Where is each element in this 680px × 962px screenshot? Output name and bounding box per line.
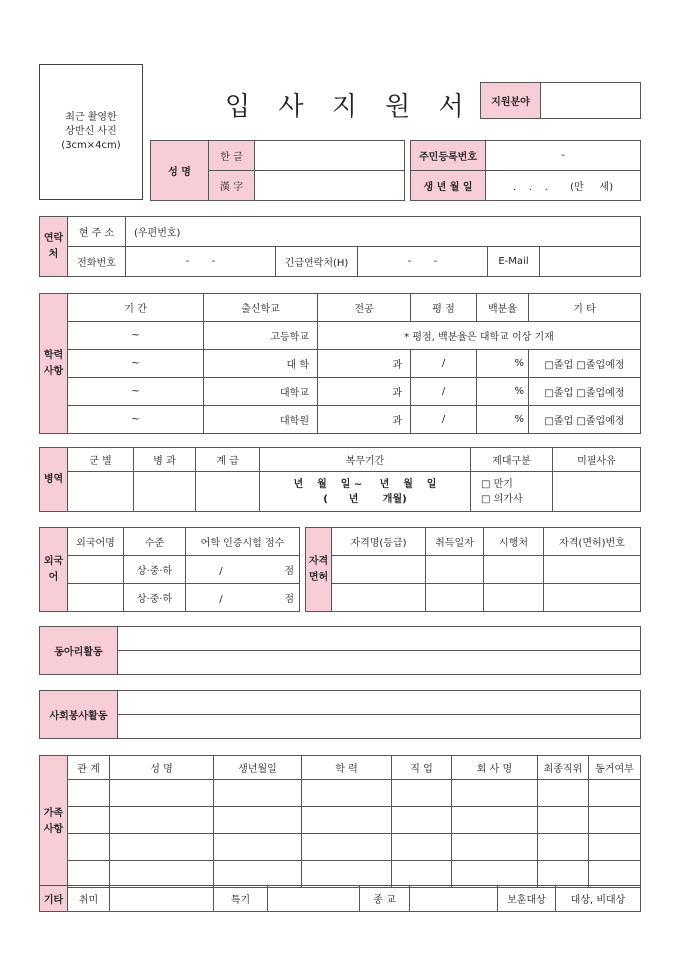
edu-gpa[interactable]: /: [411, 378, 477, 406]
fam-header-name: 성 명: [110, 756, 214, 780]
lic-header-number: 자격(면허)번호: [544, 528, 641, 556]
edu-gpa[interactable]: /: [411, 350, 477, 378]
lic-date-input[interactable]: [426, 584, 484, 612]
fam-cell[interactable]: [538, 834, 589, 861]
edu-status[interactable]: □졸업 □졸업예정: [529, 378, 641, 406]
phone-input[interactable]: - -: [126, 247, 276, 277]
lic-number-input[interactable]: [544, 584, 641, 612]
mil-branch-input[interactable]: [68, 472, 134, 512]
mil-specialty-input[interactable]: [134, 472, 196, 512]
emergency-input[interactable]: - -: [358, 247, 488, 277]
fam-cell[interactable]: [68, 834, 110, 861]
name-label: 성 명: [151, 141, 209, 201]
table-row: [40, 834, 641, 861]
fam-header-birth: 생년월일: [214, 756, 302, 780]
table-row: [40, 807, 641, 834]
fam-cell[interactable]: [68, 861, 110, 888]
name-table: [150, 140, 405, 201]
highschool-school[interactable]: 고등학교: [204, 322, 318, 350]
fam-cell[interactable]: [538, 807, 589, 834]
mil-period-input[interactable]: [260, 472, 471, 512]
license-section-label: 자격면허: [306, 528, 332, 612]
edu-header-school: 출신학교: [204, 294, 318, 322]
fam-cell[interactable]: [589, 861, 641, 888]
religion-label: 종 교: [360, 886, 410, 912]
table-row: [40, 584, 300, 612]
fam-cell[interactable]: [68, 807, 110, 834]
family-table: [39, 755, 641, 888]
fam-header-education: 학 력: [302, 756, 392, 780]
edu-major[interactable]: 과: [318, 378, 411, 406]
lic-date-input[interactable]: [426, 556, 484, 584]
lang-header-score: 어학 인증시험 점수: [186, 528, 300, 556]
fam-cell[interactable]: [302, 807, 392, 834]
lang-header-name: 외국어명: [68, 528, 124, 556]
mil-exempt-input[interactable]: [553, 472, 641, 512]
fam-cell[interactable]: [214, 861, 302, 888]
fam-cell[interactable]: [302, 780, 392, 807]
fam-cell[interactable]: [302, 834, 392, 861]
edu-school[interactable]: 대학원: [204, 406, 318, 434]
emergency-label: 긴급연락처(H): [276, 247, 358, 277]
fam-cell[interactable]: [302, 861, 392, 888]
apply-field-table: [480, 82, 641, 119]
photo-caption-3: (3cm×4cm): [61, 140, 121, 151]
fam-cell[interactable]: [214, 834, 302, 861]
lic-issuer-input[interactable]: [484, 584, 544, 612]
fam-header-position: 최종직위: [538, 756, 589, 780]
mil-header-exempt: 미필사유: [553, 448, 641, 472]
photo-caption-2: 상반신 사진: [65, 126, 117, 137]
fam-cell[interactable]: [392, 807, 452, 834]
hanja-name-input[interactable]: [255, 171, 405, 201]
discharge-full-checkbox[interactable]: □ 만기: [481, 478, 513, 490]
edu-percent[interactable]: %: [477, 378, 529, 406]
fam-cell[interactable]: [392, 861, 452, 888]
veteran-label: 보훈대상: [498, 886, 556, 912]
table-row: [40, 350, 641, 378]
fam-cell[interactable]: [452, 861, 538, 888]
edu-header-percent: 백분율: [477, 294, 529, 322]
fam-cell[interactable]: [589, 834, 641, 861]
photo-caption-1: 최근 촬영한: [65, 112, 117, 123]
edu-gpa[interactable]: /: [411, 406, 477, 434]
lang-score-unit: 점: [284, 594, 295, 605]
fam-header-job: 직 업: [392, 756, 452, 780]
fam-cell[interactable]: [452, 834, 538, 861]
fam-cell[interactable]: [214, 807, 302, 834]
edu-header-gpa: 평 점: [411, 294, 477, 322]
email-input[interactable]: [540, 247, 641, 277]
hangul-label: 한 글: [209, 141, 255, 171]
talent-input[interactable]: [268, 886, 360, 912]
fam-cell[interactable]: [452, 780, 538, 807]
volunteer-input-1[interactable]: [118, 691, 641, 715]
discharge-hardship-checkbox[interactable]: □ 의가사: [481, 493, 523, 505]
language-section-label: 외국어: [40, 528, 68, 612]
etc-section-label: 기타: [40, 886, 68, 912]
table-row: [306, 556, 641, 584]
id-birth-table: [410, 140, 641, 201]
edu-status[interactable]: □졸업 □졸업예정: [529, 406, 641, 434]
edu-header-period: 기 간: [68, 294, 204, 322]
lang-name-input[interactable]: [68, 556, 124, 584]
fam-cell[interactable]: [110, 861, 214, 888]
lic-number-input[interactable]: [544, 556, 641, 584]
mil-header-branch: 군 별: [68, 448, 134, 472]
religion-input[interactable]: [410, 886, 498, 912]
edu-period[interactable]: ~: [68, 350, 204, 378]
language-table: [39, 527, 300, 612]
edu-school[interactable]: 대 학: [204, 350, 318, 378]
mil-header-specialty: 병 과: [134, 448, 196, 472]
lang-score-input[interactable]: [186, 556, 300, 584]
education-table: [39, 293, 641, 434]
fam-cell[interactable]: [110, 807, 214, 834]
lang-score-input[interactable]: [186, 584, 300, 612]
mil-discharge-input[interactable]: [471, 472, 553, 512]
fam-cell[interactable]: [214, 780, 302, 807]
edu-status[interactable]: □졸업 □졸업예정: [529, 350, 641, 378]
mil-rank-input[interactable]: [196, 472, 260, 512]
contact-table: [39, 216, 641, 277]
fam-cell[interactable]: [538, 780, 589, 807]
birth-date-label: 생 년 월 일: [411, 171, 486, 201]
edu-percent[interactable]: %: [477, 406, 529, 434]
edu-percent[interactable]: %: [477, 350, 529, 378]
fam-cell[interactable]: [452, 807, 538, 834]
fam-header-company: 회 사 명: [452, 756, 538, 780]
lic-header-date: 취득일자: [426, 528, 484, 556]
lang-header-level: 수준: [124, 528, 186, 556]
hangul-name-input[interactable]: [255, 141, 405, 171]
apply-field-label: 지원분야: [481, 83, 541, 119]
fam-cell[interactable]: [589, 807, 641, 834]
email-label: E-Mail: [488, 247, 540, 277]
club-input-1[interactable]: [118, 627, 641, 651]
veteran-input[interactable]: 대상, 비대상: [556, 886, 641, 912]
volunteer-label: 사회봉사활동: [40, 691, 118, 739]
address-input[interactable]: (우편번호): [126, 217, 641, 247]
talent-label: 특기: [214, 886, 268, 912]
club-table: [39, 626, 641, 675]
lang-score-slash: /: [219, 566, 223, 577]
table-row: [40, 780, 641, 807]
lang-level[interactable]: 상·중·하: [124, 556, 186, 584]
phone-label: 전화번호: [68, 247, 126, 277]
lic-issuer-input[interactable]: [484, 556, 544, 584]
resident-number-label: 주민등록번호: [411, 141, 486, 171]
volunteer-input-2[interactable]: [118, 715, 641, 739]
education-section-label: 학력사항: [40, 294, 68, 434]
table-row: [40, 861, 641, 888]
lang-score-unit: 점: [284, 566, 295, 577]
lang-score-slash: /: [219, 594, 223, 605]
edu-header-major: 전공: [318, 294, 411, 322]
edu-period[interactable]: ~: [68, 406, 204, 434]
fam-header-cohabit: 동거여부: [589, 756, 641, 780]
license-table: [305, 527, 641, 612]
hobby-input[interactable]: [110, 886, 214, 912]
fam-cell[interactable]: [392, 834, 452, 861]
fam-cell[interactable]: [110, 780, 214, 807]
lang-level[interactable]: 상·중·하: [124, 584, 186, 612]
fam-header-relation: 관 계: [68, 756, 110, 780]
birth-date-input[interactable]: . . . (만 세): [486, 171, 641, 201]
lic-name-input[interactable]: [332, 556, 426, 584]
lang-name-input[interactable]: [68, 584, 124, 612]
table-row: [306, 584, 641, 612]
fam-cell[interactable]: [68, 780, 110, 807]
club-input-2[interactable]: [118, 651, 641, 675]
fam-cell[interactable]: [392, 780, 452, 807]
table-row: [40, 378, 641, 406]
fam-cell[interactable]: [110, 834, 214, 861]
page-title: 입 사 지 원 서: [225, 92, 474, 122]
mil-period-line1: 년 월 일 ~ 년 월 일: [293, 478, 437, 490]
mil-period-line2: ( 년 개월): [323, 493, 407, 505]
hanja-label: 漢 字: [209, 171, 255, 201]
table-row: [40, 406, 641, 434]
family-section-label: 가족사항: [40, 756, 68, 888]
fam-cell[interactable]: [538, 861, 589, 888]
highschool-note: * 평점, 백분율은 대학교 이상 기재: [318, 322, 641, 350]
military-table: [39, 447, 641, 512]
apply-field-input[interactable]: [541, 83, 641, 119]
resident-number-input[interactable]: -: [486, 141, 641, 171]
lic-header-name: 자격명(등급): [332, 528, 426, 556]
mil-header-discharge: 제대구분: [471, 448, 553, 472]
volunteer-table: [39, 690, 641, 739]
edu-school[interactable]: 대학교: [204, 378, 318, 406]
lic-name-input[interactable]: [332, 584, 426, 612]
military-section-label: 병역: [40, 448, 68, 512]
mil-header-period: 복무기간: [260, 448, 471, 472]
edu-major[interactable]: 과: [318, 350, 411, 378]
table-row: [40, 556, 300, 584]
club-label: 동아리활동: [40, 627, 118, 675]
edu-major[interactable]: 과: [318, 406, 411, 434]
hobby-label: 취미: [68, 886, 110, 912]
highschool-period[interactable]: ~: [68, 322, 204, 350]
edu-period[interactable]: ~: [68, 378, 204, 406]
mil-header-rank: 계 급: [196, 448, 260, 472]
contact-section-label: 연락처: [40, 217, 68, 277]
photo-box[interactable]: [39, 64, 143, 200]
edu-header-etc: 기 타: [529, 294, 641, 322]
address-label: 현 주 소: [68, 217, 126, 247]
fam-cell[interactable]: [589, 780, 641, 807]
etc-table: [39, 885, 641, 912]
lic-header-issuer: 시행처: [484, 528, 544, 556]
